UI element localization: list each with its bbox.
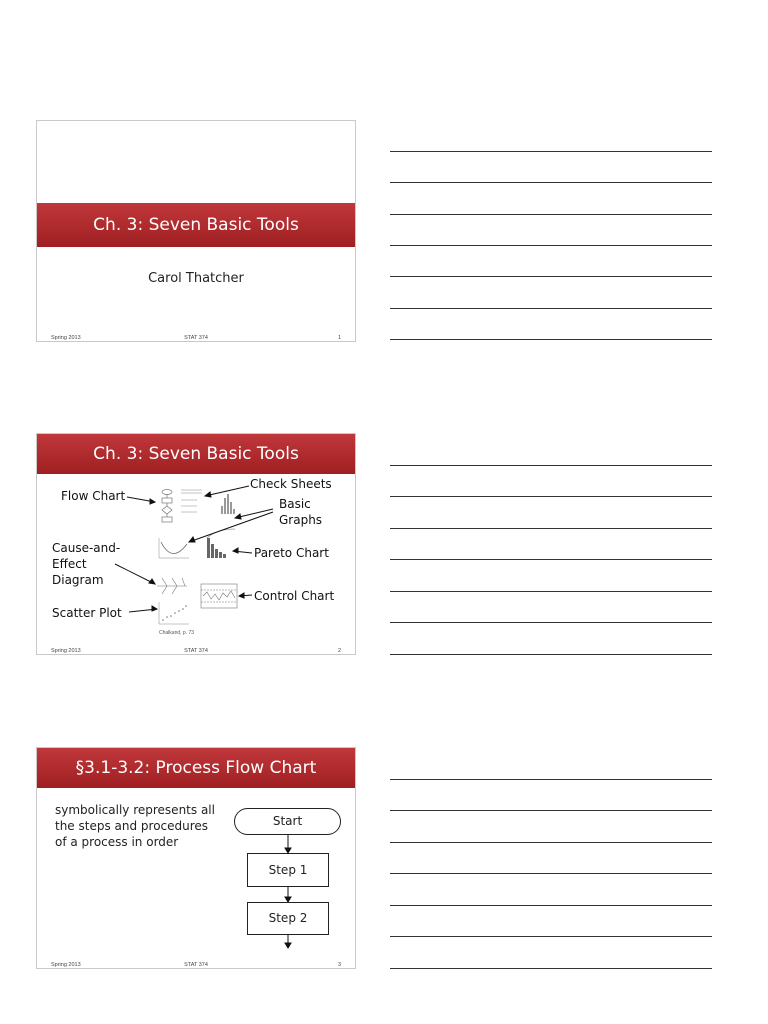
- flow-step-2-box: Step 2: [247, 902, 329, 935]
- control-chart-thumbnail: [201, 584, 237, 608]
- label-line: Basic: [279, 497, 311, 511]
- notes-line: [390, 779, 712, 780]
- footer-course: STAT 374: [184, 648, 208, 654]
- scatter-thumbnail: [162, 605, 187, 621]
- slide-1: [36, 120, 356, 342]
- notes-line: [390, 968, 712, 969]
- line-graph-thumbnail: [161, 542, 187, 554]
- notes-line: [390, 151, 712, 152]
- notes-line: [390, 276, 712, 277]
- notes-line: [390, 654, 712, 655]
- notes-line: [390, 245, 712, 246]
- notes-line: [390, 465, 712, 466]
- footer-page-number: 1: [337, 335, 341, 341]
- body-line: the steps and procedures: [55, 819, 209, 833]
- footer-term: Spring 2013: [51, 335, 81, 341]
- label-check-sheets: Check Sheets: [250, 477, 332, 491]
- notes-line: [390, 214, 712, 215]
- slide-author: Carol Thatcher: [148, 271, 244, 286]
- image-source-caption: Chalkand, p. 73: [159, 630, 195, 636]
- label-scatter-plot: Scatter Plot: [52, 606, 122, 620]
- footer-page-number: 2: [337, 648, 341, 654]
- pareto-thumbnail: [207, 538, 226, 558]
- histogram-thumbnail: [221, 494, 235, 514]
- slide-2: [36, 433, 356, 655]
- slide-3: [36, 747, 356, 969]
- notes-line: [390, 496, 712, 497]
- notes-line: [390, 182, 712, 183]
- label-line: Diagram: [52, 573, 104, 587]
- notes-line: [390, 905, 712, 906]
- label-cause-effect: [52, 540, 120, 588]
- slide-title: Ch. 3: Seven Basic Tools: [37, 434, 355, 474]
- label-line: Cause-and-: [52, 541, 121, 555]
- slide-title: Ch. 3: Seven Basic Tools: [37, 203, 355, 247]
- label-flow-chart: Flow Chart: [61, 489, 126, 503]
- footer-course: STAT 374: [184, 335, 208, 341]
- footer-term: Spring 2013: [51, 648, 81, 654]
- notes-line: [390, 308, 712, 309]
- label-pareto-chart: Pareto Chart: [254, 546, 329, 560]
- notes-line: [390, 559, 712, 560]
- footer-term: Spring 2013: [51, 962, 81, 968]
- slide-title: §3.1-3.2: Process Flow Chart: [37, 748, 355, 788]
- notes-line: [390, 810, 712, 811]
- label-line: Effect: [52, 557, 87, 571]
- check-sheet-thumbnail: [181, 490, 202, 512]
- notes-line: [390, 591, 712, 592]
- footer-course: STAT 374: [184, 962, 208, 968]
- cause-effect-thumbnail: [157, 578, 187, 594]
- label-control-chart: Control Chart: [254, 589, 335, 603]
- notes-line: [390, 622, 712, 623]
- label-line: Graphs: [279, 513, 323, 527]
- notes-line: [390, 339, 712, 340]
- body-line: symbolically represents all: [55, 803, 215, 817]
- notes-line: [390, 842, 712, 843]
- notes-line: [390, 528, 712, 529]
- flow-start-terminal: Start: [234, 808, 341, 835]
- flow-chart-thumbnail: [162, 490, 172, 523]
- label-basic-graphs: [279, 496, 322, 528]
- flow-step-1-box: Step 1: [247, 853, 329, 887]
- notes-line: [390, 873, 712, 874]
- body-line: of a process in order: [55, 835, 179, 849]
- pointer-arrows: [115, 486, 273, 612]
- notes-line: [390, 936, 712, 937]
- footer-page-number: 3: [337, 962, 341, 968]
